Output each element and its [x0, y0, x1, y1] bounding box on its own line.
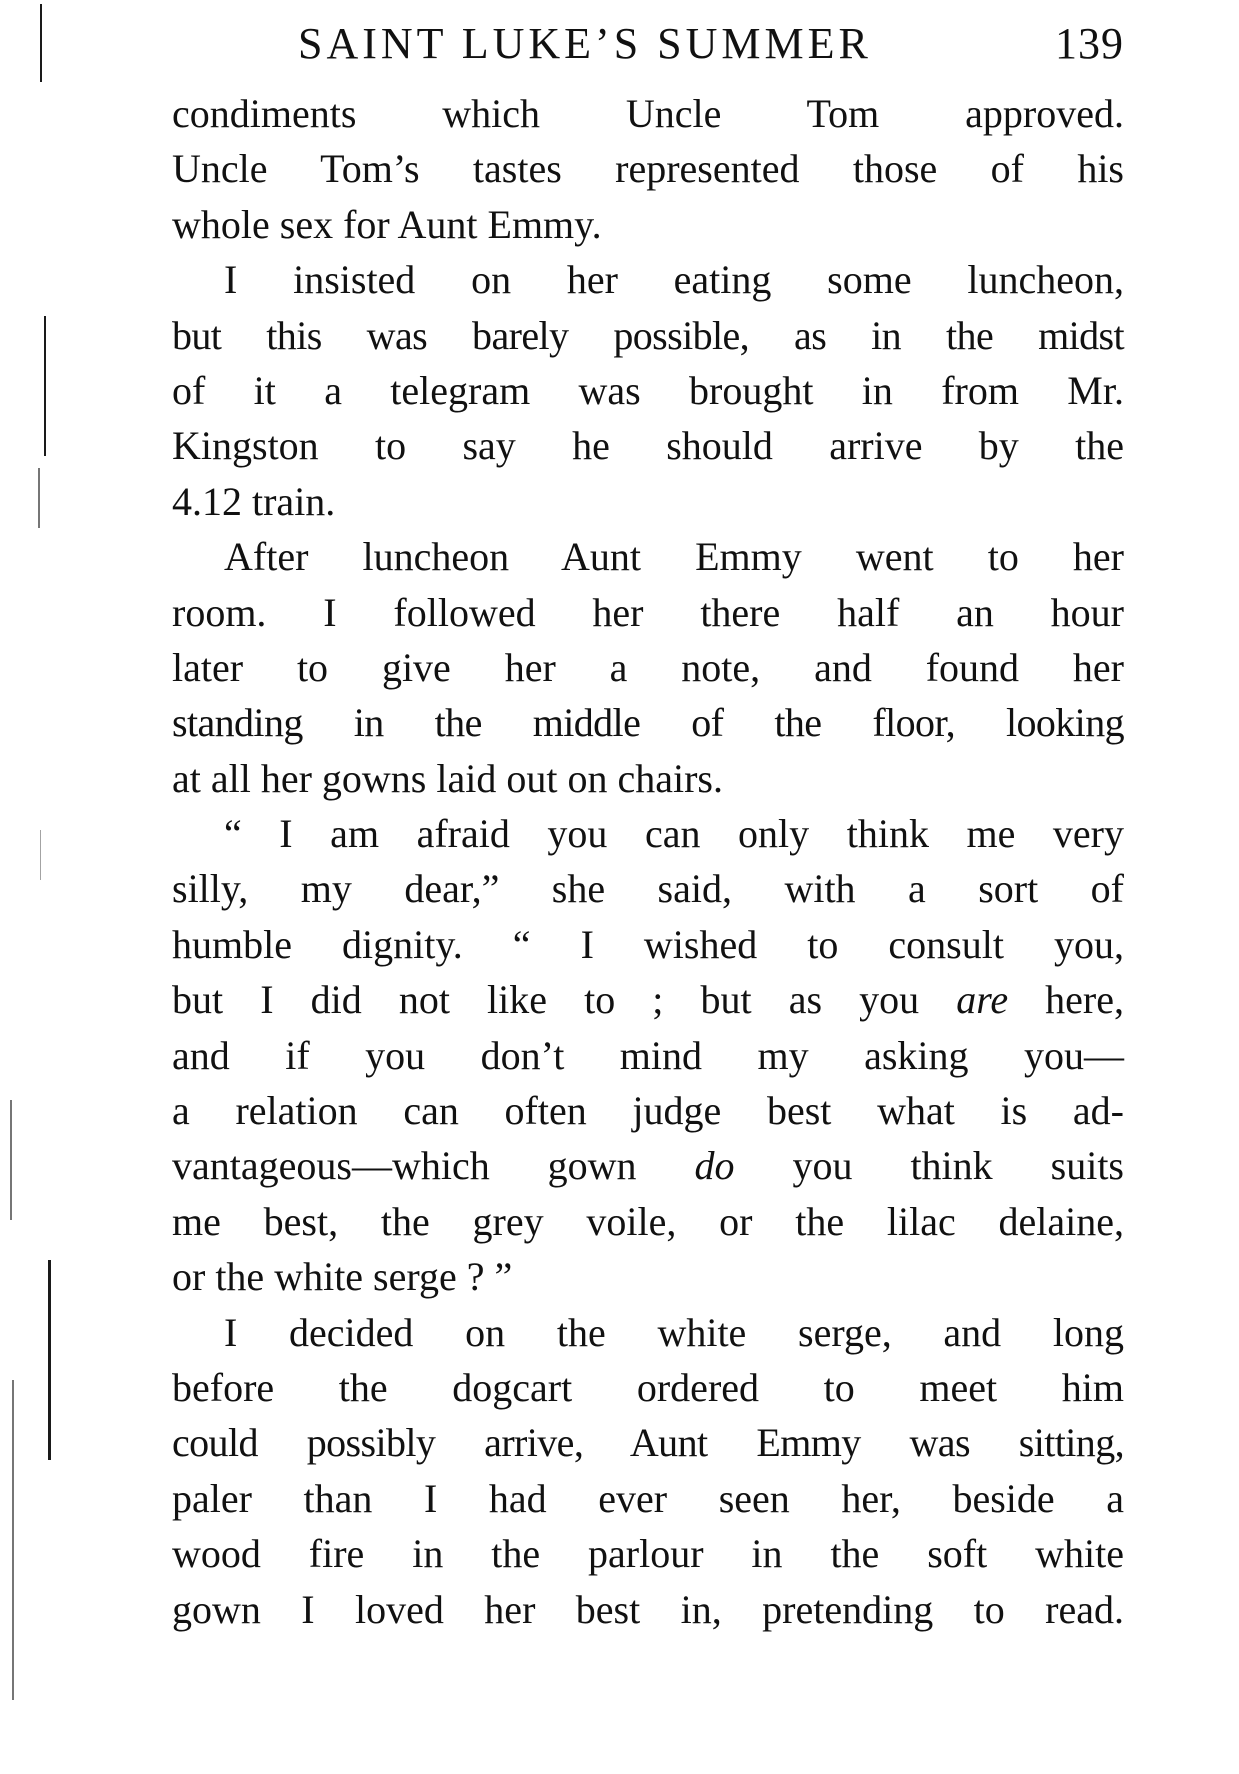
text-segment: vantageous—which gown: [172, 1143, 637, 1189]
page-number: 139: [1055, 19, 1124, 68]
text-line: of it a telegram was brought in from Mr.: [172, 367, 1124, 413]
paragraph-first-line: “ I am afraid you can only think me very: [224, 811, 1124, 857]
scan-edge-mark: [10, 1100, 12, 1220]
text-segment: you think suits: [792, 1143, 1124, 1189]
text-line: whole sex for Aunt Emmy.: [172, 201, 602, 247]
paragraph-first-line: I decided on the white serge, and long: [224, 1309, 1124, 1355]
text-line: gown I loved her best in, pretending to read.: [172, 1586, 1124, 1632]
text-line: wood fire in the parlour in the soft white: [172, 1531, 1124, 1577]
text-line: 4.12 train.: [172, 478, 336, 524]
text-line: paler than I had ever seen her, beside a: [172, 1475, 1124, 1521]
text-line-with-italic: [172, 1138, 1124, 1193]
text-line: room. I followed her there half an hour: [172, 589, 1124, 635]
text-line: before the dogcart ordered to meet him: [172, 1364, 1124, 1410]
text-line: at all her gowns laid out on chairs.: [172, 755, 723, 801]
italic-word: do: [694, 1143, 735, 1189]
text-line: condiments which Uncle Tom approved.: [172, 91, 1124, 136]
body-text: [172, 86, 1124, 1637]
paragraph-first-line: I insisted on her eating some luncheon,: [224, 257, 1124, 303]
text-segment: here,: [1045, 977, 1124, 1023]
text-line: Uncle Tom’s tastes represented those of his: [172, 146, 1124, 192]
page-header: [298, 14, 1124, 74]
scan-edge-mark: [48, 1260, 51, 1460]
text-line: me best, the grey voile, or the lilac delaine,: [172, 1198, 1124, 1244]
text-line: a relation can often judge best what is ad-: [172, 1088, 1124, 1134]
text-line: silly, my dear,” she said, with a sort of: [172, 866, 1124, 912]
text-line: Kingston to say he should arrive by the: [172, 423, 1124, 469]
text-line: could possibly arrive, Aunt Emmy was sitting,: [172, 1420, 1124, 1466]
scan-edge-mark: [40, 830, 41, 880]
italic-word: are: [956, 977, 1009, 1023]
text-line: and if you don’t mind my asking you—: [172, 1032, 1124, 1078]
text-line: humble dignity. “ I wished to consult you,: [172, 921, 1124, 967]
text-line: later to give her a note, and found her: [172, 644, 1124, 690]
text-line: but this was barely possible, as in the midst: [172, 312, 1124, 358]
scan-edge-mark: [12, 1380, 14, 1700]
text-line-with-italic: [172, 972, 1124, 1027]
text-line: standing in the middle of the floor, looking: [172, 700, 1124, 746]
scan-edge-mark: [44, 316, 46, 456]
scan-edge-mark: [38, 468, 40, 528]
paragraph-first-line: After luncheon Aunt Emmy went to her: [224, 534, 1124, 580]
scan-edge-mark: [40, 4, 42, 82]
running-title: SAINT LUKE’S SUMMER: [298, 19, 872, 68]
text-line: or the white serge ? ”: [172, 1254, 513, 1300]
text-segment: but I did not like to ; but as you: [172, 977, 920, 1023]
